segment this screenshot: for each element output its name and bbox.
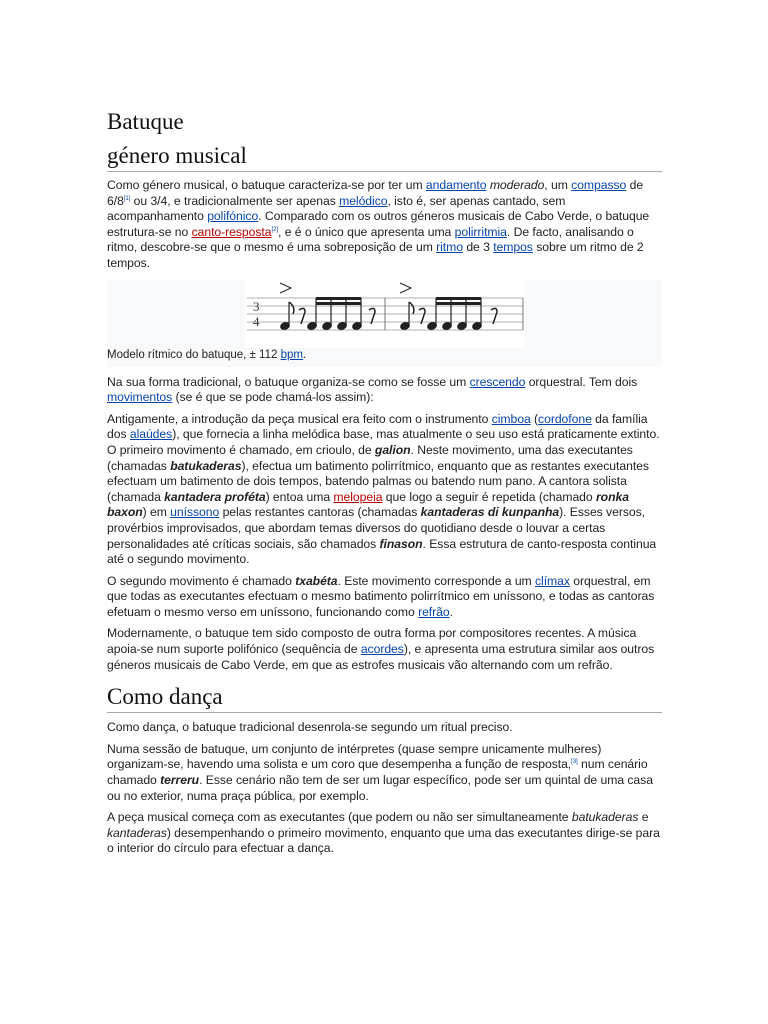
term-kantadera-profeta: kantadera proféta <box>164 489 266 504</box>
link-climax[interactable]: clímax <box>535 573 570 588</box>
text: . <box>449 604 453 619</box>
paragraph-segundo-movimento <box>107 574 662 621</box>
text: . De facto, analisando o ritmo, descobre-se que o mesmo é uma sobreposição de um <box>107 224 634 255</box>
link-alaudes[interactable]: alaúdes <box>129 427 173 442</box>
text: ), que fornecia a linha melódica base, mas atualmente o seu uso está praticamente extinto. O primeiro movimento é chamado, em crioulo, de <box>107 427 660 457</box>
link-crescendo[interactable]: crescendo <box>469 374 526 389</box>
link-melodico[interactable]: melódico <box>339 193 388 208</box>
music-notation-icon <box>245 280 525 348</box>
link-compasso[interactable]: compasso <box>571 178 627 192</box>
rhythm-figure <box>107 280 662 367</box>
paragraph-peca-musical <box>107 810 662 857</box>
text: ) desempenhando o primeiro movimento, enquanto que uma das executantes dirige-se para o interior do círculo para efectuar a dança. <box>107 825 660 856</box>
term-kantaderas: kantaderas <box>107 825 167 840</box>
link-unissono[interactable]: uníssono <box>170 505 220 520</box>
paragraph-modernamente <box>107 626 662 673</box>
term-batukaderas: batukaderas <box>170 458 242 473</box>
text: ), efectua um batimento polirrítmico, enquanto que as restantes executantes efectuam um batimento de dois tempos, batendo palmas ou batendo num pano. A cantora solista (chamada <box>107 458 649 504</box>
article-body <box>107 108 662 863</box>
text: , isto é, ser apenas cantado, sem acompanhamento <box>107 193 566 224</box>
text: . Esse cenário não tem de ser um lugar específico, pode ser um quintal de uma casa ou no exterior, numa praça pública, por exemplo. <box>107 773 653 803</box>
text: A peça musical começa com as executantes (que podem ou não ser simultaneamente <box>107 810 572 825</box>
text: da família dos <box>107 411 648 442</box>
reference-3[interactable]: [3] <box>571 759 578 766</box>
section-heading-como-danca: Como dança <box>107 683 662 713</box>
link-andamento[interactable]: andamento <box>425 178 487 192</box>
text: ( <box>530 411 539 426</box>
text: . Essa estrutura de canto-resposta continua até o segundo movimento. <box>107 536 657 567</box>
link-polifonico[interactable]: polifónico <box>207 209 259 224</box>
text: pelas restantes cantoras (chamadas <box>219 505 421 520</box>
text: . Neste movimento, uma das executantes (chamadas <box>107 442 633 473</box>
text: Numa sessão de batuque, um conjunto de intérpretes (quase sempre unicamente mulheres) organizam-se, havendo uma solista e um coro que desempenha a função de resposta, <box>107 741 602 772</box>
text: ). Esses versos, provérbios improvisados, que abordam temas diversos do quotidiano desde o louvar a certas personalidades até críticas sociais, são chamados <box>107 505 645 551</box>
music-score-image[interactable] <box>245 280 525 348</box>
text: Como género musical, o batuque caracteriza-se por ter um <box>107 178 426 192</box>
text: Na sua forma tradicional, o batuque organiza-se como se fosse um <box>107 374 470 389</box>
text: orquestral. Tem dois <box>525 374 638 389</box>
text: . Este movimento corresponde a um <box>337 573 535 588</box>
link-cordofone[interactable]: cordofone <box>538 411 592 426</box>
text: Antigamente, a introdução da peça musical era feito com o instrumento <box>107 411 492 426</box>
term-kantaderas-di-kunpanha: kantaderas di kunpanha <box>420 505 560 520</box>
link-tempos[interactable]: tempos <box>493 240 533 255</box>
paragraph-intro <box>107 178 662 272</box>
text: num cenário chamado <box>107 757 648 788</box>
text: ou 3/4, e tradicionalmente ser apenas <box>130 193 340 208</box>
link-acordes[interactable]: acordes <box>360 642 404 657</box>
paragraph-danca-intro: Como dança, o batuque tradicional desenrola-se segundo um ritual preciso. <box>107 720 513 735</box>
text: . <box>302 348 307 361</box>
link-refrao[interactable]: refrão <box>418 604 450 619</box>
term-ronka-baxon: ronka baxon <box>107 489 629 520</box>
text: , e é o único que apresenta uma <box>278 224 455 239</box>
paragraph-primeiro-movimento <box>107 412 662 568</box>
text: ), e apresenta uma estrutura similar aos outros géneros musicais de Cabo Verde, em que as estrofes musicais vão alternando com um refrão. <box>107 642 655 672</box>
time-signature-top: 3 <box>252 298 259 314</box>
term-finason: finason <box>379 536 423 551</box>
text: que logo a seguir é repetida (chamado <box>382 489 596 504</box>
text: de 6/8 <box>107 178 644 208</box>
link-bpm[interactable]: bpm <box>280 348 303 361</box>
text: . Comparado com os outros géneros musicais de Cabo Verde, o batuque estrutura-se no <box>107 209 650 239</box>
text: de 3 <box>462 240 494 255</box>
link-ritmo[interactable]: ritmo <box>436 240 463 255</box>
paragraph-sessao <box>107 742 662 804</box>
link-melopeia[interactable]: melopeia <box>333 489 383 504</box>
text: ) entoa uma <box>265 489 334 504</box>
text: ) em <box>142 505 171 520</box>
link-canto-resposta[interactable]: canto-resposta <box>191 224 272 239</box>
link-movimentos[interactable]: movimentos <box>107 390 173 405</box>
section-heading-genero-musical: género musical <box>107 142 662 172</box>
reference-2[interactable]: [2] <box>271 226 279 233</box>
reference-1[interactable]: [1] <box>123 195 131 202</box>
term-terreru: terreru <box>160 773 200 788</box>
figure-caption <box>107 348 662 367</box>
time-signature-bottom: 4 <box>252 313 259 329</box>
text: O segundo movimento é chamado <box>107 573 296 588</box>
page-title: Batuque <box>107 109 184 134</box>
text: Modelo rítmico do batuque, ± 112 <box>107 348 281 361</box>
term-moderado: moderado <box>489 178 545 192</box>
text: Modernamente, o batuque tem sido composto de outra forma por compositores recentes. A música apoia-se num suporte polifónico (sequência de <box>107 626 637 657</box>
text: sobre um ritmo de 2 tempos. <box>107 240 644 270</box>
term-galion: galion <box>374 442 411 457</box>
text: (se é que se pode chamá-los assim): <box>172 390 374 405</box>
paragraph-forma-tradicional <box>107 375 662 406</box>
term-txabeta: txabéta <box>295 573 338 588</box>
text: orquestral, em que todas as executantes efectuam o mesmo batimento polirrítmico em uníssono, e todas as cantoras efetuam o mesmo verso em uníssono, funcionando como <box>107 573 655 619</box>
term-batukaderas-2: batukaderas <box>571 810 639 825</box>
link-polirritmia[interactable]: polirritmia <box>454 224 507 239</box>
text: , um <box>544 178 572 192</box>
text: e <box>638 810 649 825</box>
link-cimboa[interactable]: cimboa <box>491 411 531 426</box>
